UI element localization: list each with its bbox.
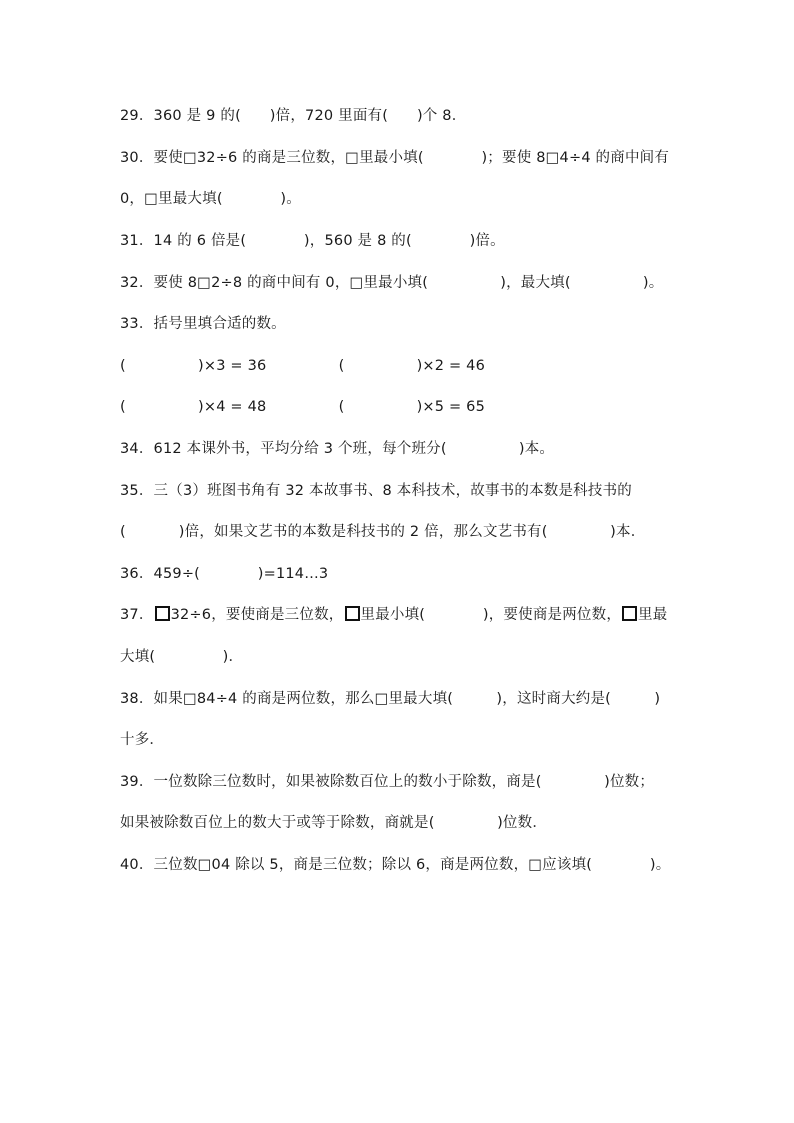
question-39-line-2: 如果被除数百位上的数大于或等于除数，商就是( )位数． — [120, 815, 548, 831]
question-37-number: 37． — [120, 607, 154, 623]
question-38-line-1: 38．如果□84÷4 的商是两位数，那么□里最大填( )，这时商大约是( ) — [120, 691, 661, 707]
question-35-line-1: 35．三（3）班图书角有 32 本故事书、8 本科技术，故事书的本数是科技书的 — [120, 483, 632, 499]
question-36: 36．459÷( )=114…3 — [120, 566, 329, 582]
question-37-text-1: 32÷6，要使商是三位数， — [170, 607, 344, 623]
question-37-line-1 — [120, 606, 667, 624]
question-35-line-2: ( )倍，如果文艺书的本数是科技书的 2 倍，那么文艺书有( )本． — [120, 524, 646, 540]
question-32: 32．要使 8□2÷8 的商中间有 0，□里最小填( )，最大填( )。 — [120, 275, 664, 291]
question-37-text-3: 里最 — [638, 607, 668, 623]
question-34: 34．612 本课外书，平均分给 3 个班，每个班分( )本。 — [120, 441, 555, 457]
question-33: 33．括号里填合适的数。 — [120, 316, 286, 332]
question-37-text-2: 里最小填( )，要使商是两位数， — [360, 607, 622, 623]
question-40: 40．三位数□04 除以 5，商是三位数；除以 6，商是两位数，□应该填( )。 — [120, 857, 671, 873]
question-30-line-1: 30．要使□32÷6 的商是三位数，□里最小填( )；要使 8□4÷4 的商中间有 — [120, 150, 670, 166]
blank-square-icon — [345, 606, 360, 621]
question-29: 29．360 是 9 的( )倍，720 里面有( )个 8． — [120, 108, 467, 124]
question-30-line-2: 0，□里最大填( )。 — [120, 191, 301, 207]
question-33-row-2: ( )×4 = 48 ( )×5 = 65 — [120, 399, 486, 415]
blank-square-icon — [155, 606, 170, 621]
question-37-line-2: 大填( )． — [120, 649, 244, 665]
question-39-line-1: 39．一位数除三位数时，如果被除数百位上的数小于除数，商是( )位数； — [120, 774, 655, 790]
blank-square-icon — [622, 606, 637, 621]
question-31: 31．14 的 6 倍是( )，560 是 8 的( )倍。 — [120, 233, 505, 249]
question-38-line-2: 十多． — [120, 732, 165, 748]
question-33-row-1: ( )×3 = 36 ( )×2 = 46 — [120, 358, 486, 374]
